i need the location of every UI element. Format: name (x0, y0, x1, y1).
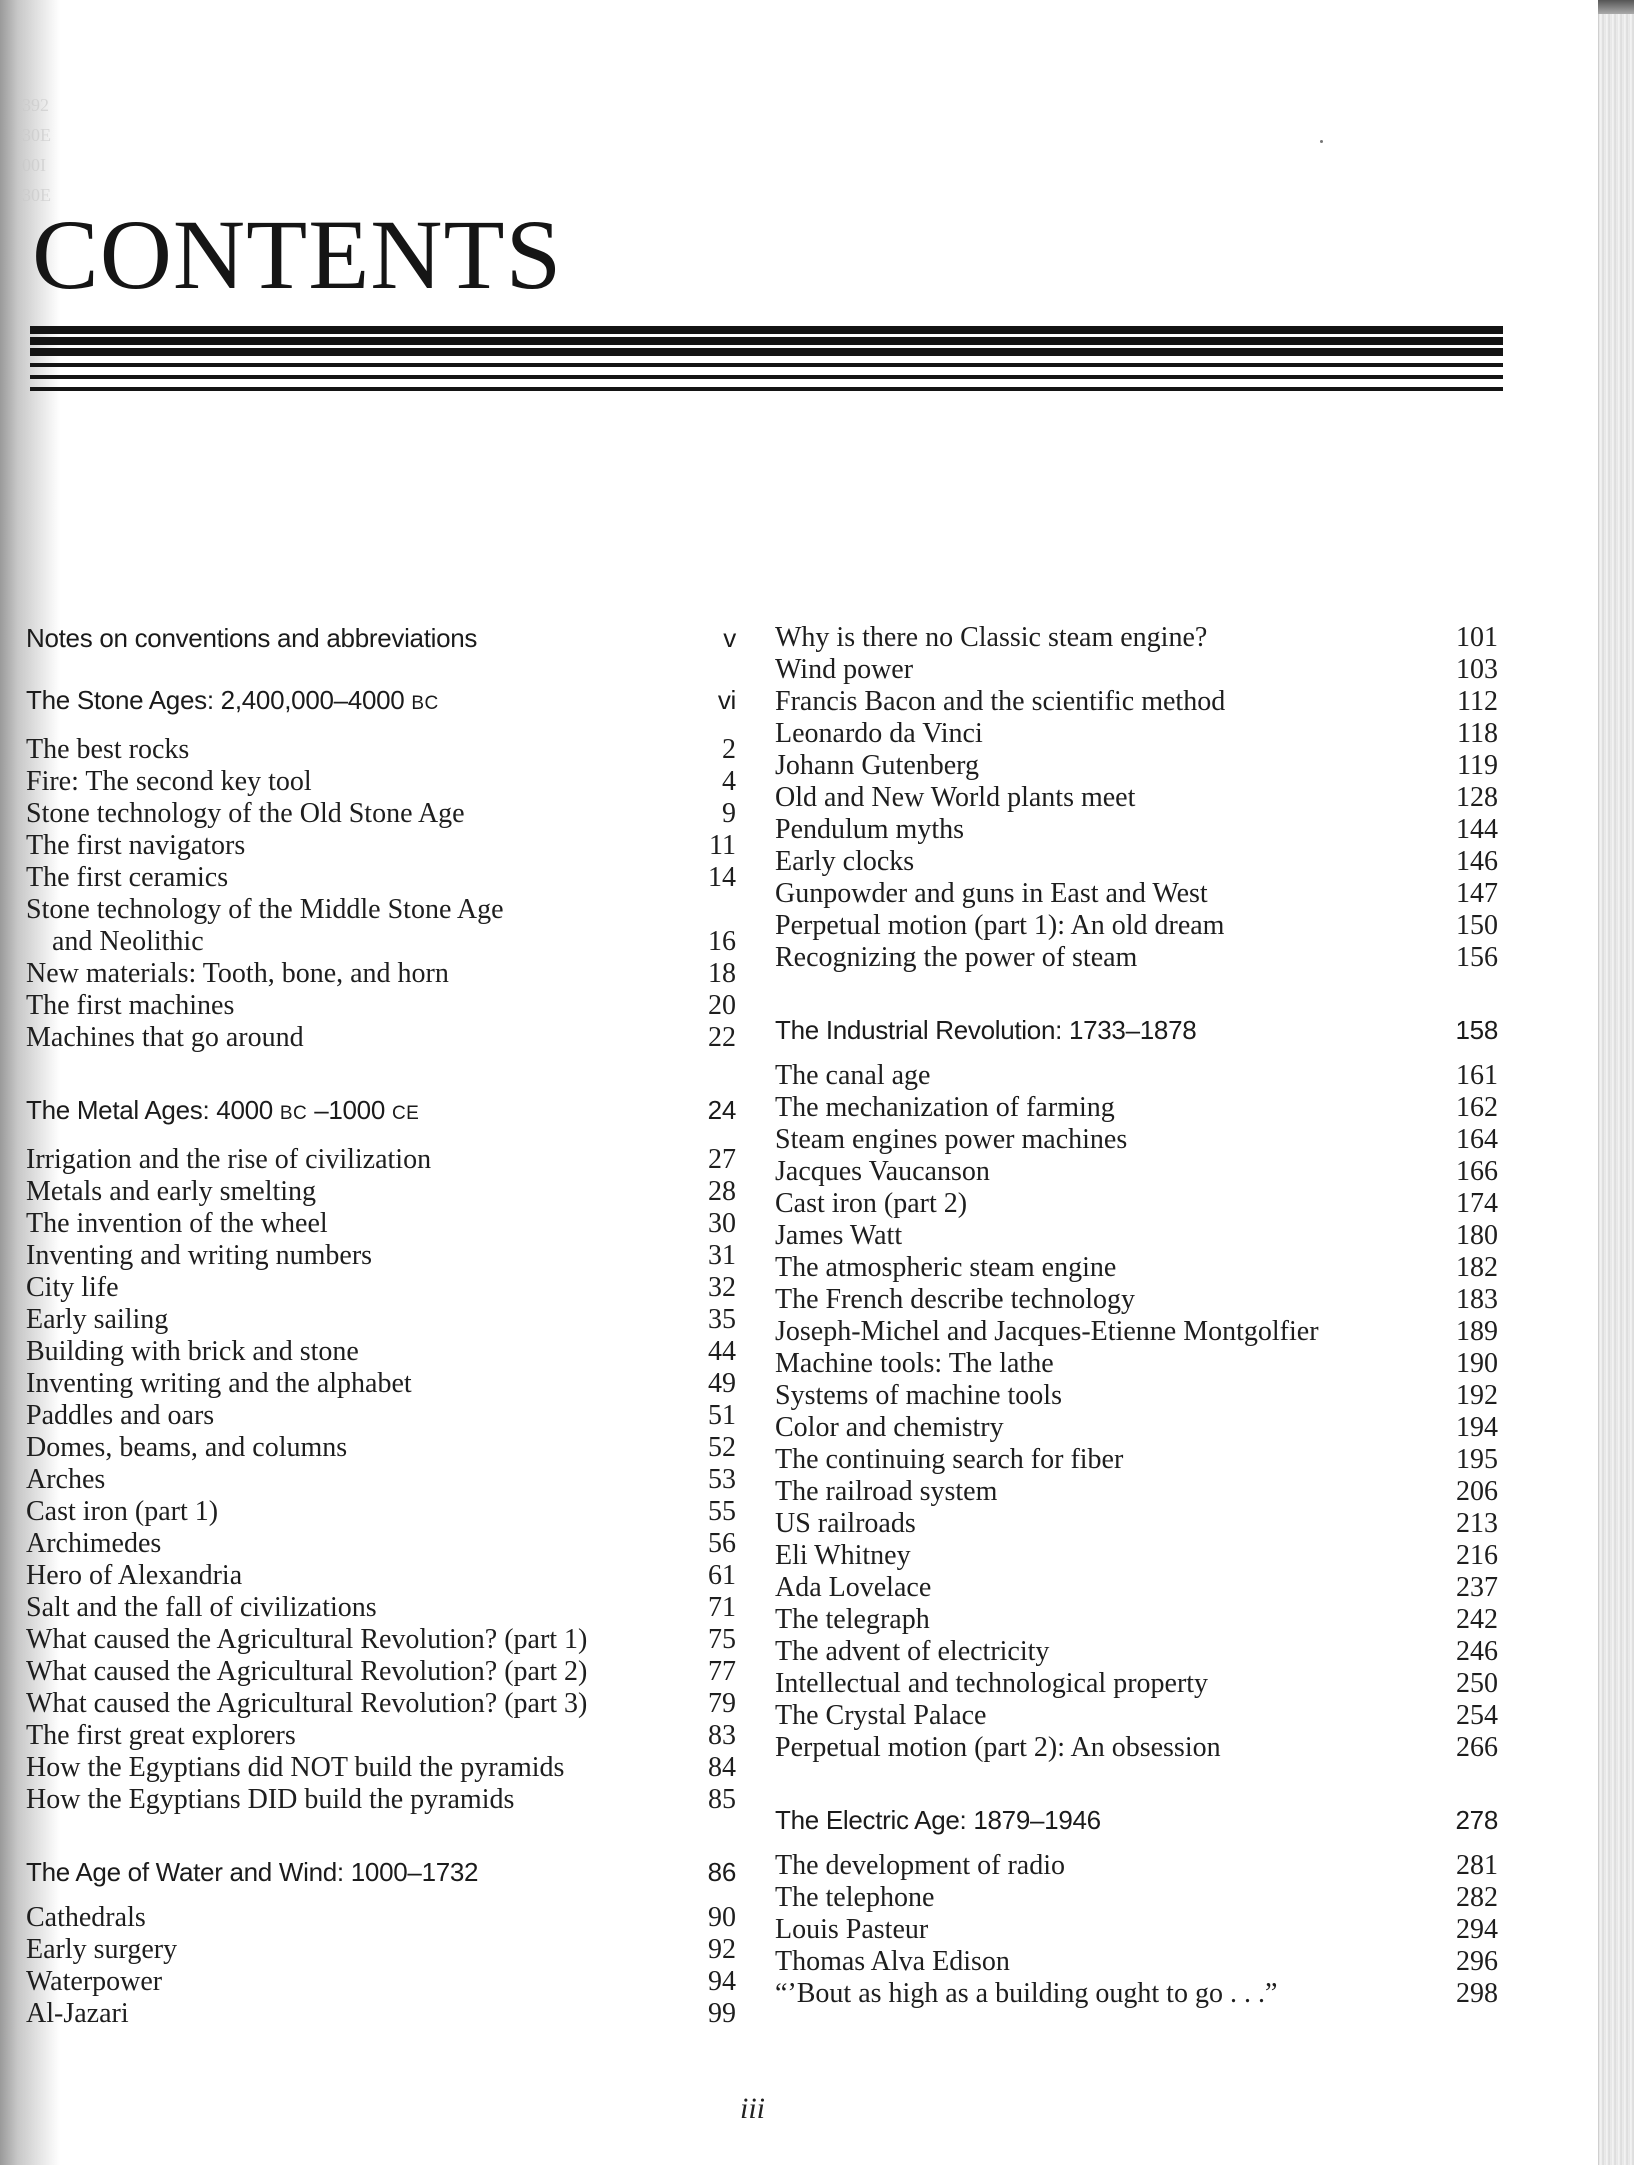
toc-entry[interactable] (775, 1156, 1498, 1188)
entry-title: The Crystal Palace (775, 1700, 987, 1731)
toc-entry[interactable] (775, 686, 1498, 718)
entry-page: 9 (722, 798, 736, 829)
entry-title: Building with brick and stone (26, 1336, 359, 1367)
entry-page: 254 (1456, 1700, 1498, 1731)
entry-title: Systems of machine tools (775, 1380, 1062, 1411)
section-title: The Industrial Revolution: 1733–1878 (775, 1015, 1197, 1045)
entry-title: Eli Whitney (775, 1540, 911, 1571)
entry-page: 94 (708, 1966, 736, 1997)
entry-title: The telephone (775, 1882, 935, 1913)
entry-page: 16 (708, 926, 736, 957)
rule-line (30, 348, 1503, 356)
section-heading-electric-age[interactable] (775, 1804, 1498, 1836)
entry-page: 79 (708, 1688, 736, 1719)
toc-entry[interactable] (26, 1934, 736, 1966)
entry-title: How the Egyptians DID build the pyramids (26, 1784, 515, 1815)
entry-page: 189 (1456, 1316, 1498, 1347)
entry-page: 192 (1456, 1380, 1498, 1411)
entry-title: Metals and early smelting (26, 1176, 317, 1207)
entry-page: 44 (708, 1336, 736, 1367)
entry-title: Early clocks (775, 846, 915, 877)
rule-line (30, 326, 1503, 334)
toc-entry[interactable] (26, 798, 736, 830)
toc-entry[interactable] (26, 1998, 736, 2030)
entry-page: 237 (1456, 1572, 1498, 1603)
entry-page: 294 (1456, 1914, 1498, 1945)
entry-page: 28 (708, 1176, 736, 1207)
toc-entry[interactable] (26, 862, 736, 894)
entry-page: 195 (1456, 1444, 1498, 1475)
entry-title: Joseph-Michel and Jacques-Etienne Montgolfier (775, 1316, 1319, 1347)
section-heading-water-and-wind[interactable] (26, 1856, 736, 1888)
rule-line (30, 375, 1503, 379)
toc-entry[interactable] (26, 830, 736, 862)
entry-page: 18 (708, 958, 736, 989)
toc-entry[interactable] (775, 1444, 1498, 1476)
entry-page: 77 (708, 1656, 736, 1687)
toc-entry[interactable] (775, 814, 1498, 846)
toc-entry[interactable] (26, 1432, 736, 1464)
toc-entry[interactable] (26, 1784, 736, 1816)
entry-title: New materials: Tooth, bone, and horn (26, 958, 449, 989)
entry-page: 180 (1456, 1220, 1498, 1251)
entry-title: Jacques Vaucanson (775, 1156, 990, 1187)
entry-title: The French describe technology (775, 1284, 1135, 1315)
toc-entry[interactable] (775, 782, 1498, 814)
entry-title: Perpetual motion (part 2): An obsession (775, 1732, 1221, 1763)
entry-title: Waterpower (26, 1966, 163, 1997)
entry-page: 85 (708, 1784, 736, 1815)
entry-page: 183 (1456, 1284, 1498, 1315)
entry-title: Cast iron (part 2) (775, 1188, 968, 1219)
entry-page: 161 (1456, 1060, 1498, 1091)
toc-entry[interactable] (775, 1092, 1498, 1124)
toc-entry[interactable] (775, 1380, 1498, 1412)
page-number: iii (740, 2092, 766, 2125)
rule-line (30, 363, 1503, 367)
entry-title: Old and New World plants meet (775, 782, 1136, 813)
toc-entry[interactable] (775, 1284, 1498, 1316)
bleed-through-text: 30E (22, 185, 51, 205)
section-title: The Age of Water and Wind: 1000–1732 (26, 1857, 479, 1887)
entry-title: Stone technology of the Old Stone Age (26, 798, 465, 829)
entry-title: The invention of the wheel (26, 1208, 328, 1239)
toc-entry[interactable] (775, 1476, 1498, 1508)
entry-title: US railroads (775, 1508, 916, 1539)
entry-page: 22 (708, 1022, 736, 1053)
entry-title: Johann Gutenberg (775, 750, 979, 781)
entry-page: 206 (1456, 1476, 1498, 1507)
toc-entry[interactable] (775, 1188, 1498, 1220)
entry-page: 61 (708, 1560, 736, 1591)
entry-title: and Neolithic (52, 926, 204, 957)
entry-page: 30 (708, 1208, 736, 1239)
front-matter-entry[interactable] (26, 622, 736, 654)
entry-title: The advent of electricity (775, 1636, 1050, 1667)
entry-page: 27 (708, 1144, 736, 1175)
entry-title: Why is there no Classic steam engine? (775, 622, 1208, 653)
toc-entry[interactable] (26, 1496, 736, 1528)
entry-page: 246 (1456, 1636, 1498, 1667)
entry-page: 83 (708, 1720, 736, 1751)
entry-page: 162 (1456, 1092, 1498, 1123)
entry-title: Cathedrals (26, 1902, 146, 1933)
toc-entry[interactable] (26, 1560, 736, 1592)
toc-entry[interactable] (26, 1656, 736, 1688)
entry-page: 53 (708, 1464, 736, 1495)
entry-page: 146 (1456, 846, 1498, 877)
toc-entry[interactable] (775, 942, 1498, 974)
entry-page: 101 (1456, 622, 1498, 653)
entry-page: 242 (1456, 1604, 1498, 1635)
entry-title: “’Bout as high as a building ought to go . . .” (775, 1978, 1278, 2009)
entry-title: Intellectual and technological property (775, 1668, 1209, 1699)
entry-title: Louis Pasteur (775, 1914, 929, 1945)
entry-page: 52 (708, 1432, 736, 1463)
toc-entry[interactable] (26, 1304, 736, 1336)
entry-title: Arches (26, 1464, 106, 1495)
entry-page: 119 (1457, 750, 1498, 781)
toc-entry[interactable] (26, 1022, 736, 1054)
section-heading-stone-ages[interactable] (26, 684, 736, 720)
toc-entry[interactable] (775, 1252, 1498, 1284)
entry-title: The canal age (775, 1060, 931, 1091)
entry-page: 166 (1456, 1156, 1498, 1187)
page-edge-shadow (1598, 0, 1634, 14)
page-title: CONTENTS (32, 199, 563, 310)
entry-page: 282 (1456, 1882, 1498, 1913)
entry-title: Inventing writing and the alphabet (26, 1368, 412, 1399)
toc-entry[interactable] (26, 1688, 736, 1720)
toc-entry[interactable] (26, 766, 736, 798)
entry-page: 35 (708, 1304, 736, 1335)
entry-page: 144 (1456, 814, 1498, 845)
toc-entry[interactable] (775, 910, 1498, 942)
entry-title: Salt and the fall of civilizations (26, 1592, 377, 1623)
entry-title: Machine tools: The lathe (775, 1348, 1054, 1379)
entry-title: Recognizing the power of steam (775, 942, 1138, 973)
toc-entry[interactable] (26, 1400, 736, 1432)
entry-title: Early surgery (26, 1934, 178, 1965)
entry-page: 49 (708, 1368, 736, 1399)
entry-title: Stone technology of the Middle Stone Age (26, 894, 504, 925)
section-page: 278 (1455, 1805, 1498, 1835)
entry-title: The atmospheric steam engine (775, 1252, 1117, 1283)
entry-page: 213 (1456, 1508, 1498, 1539)
entry-page: 190 (1456, 1348, 1498, 1379)
entry-page: 296 (1456, 1946, 1498, 1977)
entry-page: v (723, 623, 736, 653)
toc-entry[interactable] (26, 1902, 736, 1934)
entry-title: Archimedes (26, 1528, 162, 1559)
section-page: 24 (707, 1095, 736, 1125)
toc-entry[interactable] (775, 1124, 1498, 1156)
toc-entry[interactable] (26, 990, 736, 1022)
toc-entry[interactable] (775, 1914, 1498, 1946)
entry-title: The mechanization of farming (775, 1092, 1115, 1123)
toc-entry[interactable] (26, 926, 736, 958)
bleed-through-text: 00I (22, 155, 46, 175)
entry-page: 298 (1456, 1978, 1498, 2009)
entry-page: 84 (708, 1752, 736, 1783)
entry-title: What caused the Agricultural Revolution? (part 1) (26, 1624, 588, 1655)
entry-page: 2 (722, 734, 736, 765)
entry-page: 14 (708, 862, 736, 893)
toc-entry[interactable] (775, 1540, 1498, 1572)
toc-entry[interactable] (775, 1508, 1498, 1540)
entry-title: Gunpowder and guns in East and West (775, 878, 1208, 909)
entry-page: 182 (1456, 1252, 1498, 1283)
toc-entry[interactable] (775, 1412, 1498, 1444)
toc-entry[interactable] (775, 1668, 1498, 1700)
toc-entry[interactable] (775, 1604, 1498, 1636)
rule-line (30, 337, 1503, 345)
toc-entry[interactable] (775, 1636, 1498, 1668)
toc-entry[interactable] (26, 958, 736, 990)
toc-entry[interactable] (775, 1572, 1498, 1604)
section-page: 86 (707, 1857, 736, 1887)
section-title: The Electric Age: 1879–1946 (775, 1805, 1101, 1835)
entry-title: What caused the Agricultural Revolution? (part 3) (26, 1688, 588, 1719)
section-heading-industrial-revolution[interactable] (775, 1014, 1498, 1046)
toc-entry[interactable] (775, 1700, 1498, 1732)
toc-entry[interactable] (775, 846, 1498, 878)
entry-page: 71 (708, 1592, 736, 1623)
bleed-through-text: 30E (22, 125, 51, 145)
toc-entry[interactable] (775, 1348, 1498, 1380)
entry-title: Leonardo da Vinci (775, 718, 983, 749)
entry-title: The telegraph (775, 1604, 930, 1635)
entry-title: The first ceramics (26, 862, 229, 893)
toc-entry[interactable] (26, 1528, 736, 1560)
toc-entry[interactable] (26, 1208, 736, 1240)
entry-title: The railroad system (775, 1476, 998, 1507)
entry-page: 56 (708, 1528, 736, 1559)
entry-page: 75 (708, 1624, 736, 1655)
entry-page: 164 (1456, 1124, 1498, 1155)
entry-title: What caused the Agricultural Revolution? (part 2) (26, 1656, 588, 1687)
toc-entry[interactable] (775, 1882, 1498, 1914)
page-edges (1598, 0, 1634, 2165)
entry-title: Early sailing (26, 1304, 169, 1335)
entry-title: City life (26, 1272, 119, 1303)
toc-entry[interactable] (26, 1592, 736, 1624)
bleed-through-text: 392 (22, 95, 49, 115)
entry-title: Al-Jazari (26, 1998, 129, 2029)
entry-title: Inventing and writing numbers (26, 1240, 373, 1271)
entry-title: The best rocks (26, 734, 190, 765)
toc-entry[interactable] (775, 1946, 1498, 1978)
entry-page: 90 (708, 1902, 736, 1933)
entry-page: 266 (1456, 1732, 1498, 1763)
toc-entry[interactable] (775, 750, 1498, 782)
toc-column-left (26, 622, 736, 2030)
toc-entry[interactable] (775, 878, 1498, 910)
entry-page: 281 (1456, 1850, 1498, 1881)
rule-line (30, 387, 1503, 391)
entry-title: Machines that go around (26, 1022, 304, 1053)
entry-page: 51 (708, 1400, 736, 1431)
entry-title: Hero of Alexandria (26, 1560, 243, 1591)
entry-title: James Watt (775, 1220, 903, 1251)
entry-page: 55 (708, 1496, 736, 1527)
entry-page: 31 (708, 1240, 736, 1271)
entry-title: Francis Bacon and the scientific method (775, 686, 1226, 717)
entry-title: Ada Lovelace (775, 1572, 932, 1603)
toc-entry[interactable] (26, 1720, 736, 1752)
entry-page: 128 (1456, 782, 1498, 813)
entry-title: Fire: The second key tool (26, 766, 312, 797)
entry-page: 112 (1457, 686, 1498, 717)
section-page: vi (717, 685, 736, 715)
entry-title: The development of radio (775, 1850, 1066, 1881)
toc-entry[interactable] (26, 1624, 736, 1656)
entry-title: The first navigators (26, 830, 246, 861)
toc-entry[interactable] (775, 1850, 1498, 1882)
toc-column-right (775, 622, 1498, 2010)
entry-title: Notes on conventions and abbreviations (26, 623, 478, 653)
toc-entry[interactable] (26, 1240, 736, 1272)
entry-title: The first great explorers (26, 1720, 296, 1751)
toc-entry[interactable] (26, 1144, 736, 1176)
entry-title: Color and chemistry (775, 1412, 1004, 1443)
toc-entry[interactable] (26, 1272, 736, 1304)
toc-entry[interactable] (26, 1176, 736, 1208)
toc-entry[interactable] (775, 1732, 1498, 1764)
entry-title: Cast iron (part 1) (26, 1496, 219, 1527)
section-page: 158 (1455, 1015, 1498, 1045)
entry-page: 4 (722, 766, 736, 797)
section-heading-metal-ages[interactable] (26, 1094, 736, 1130)
toc-entry[interactable] (775, 622, 1498, 654)
entry-page: 147 (1456, 878, 1498, 909)
entry-title: Thomas Alva Edison (775, 1946, 1010, 1977)
entry-page: 92 (708, 1934, 736, 1965)
entry-page: 118 (1457, 718, 1498, 749)
entry-title: Domes, beams, and columns (26, 1432, 348, 1463)
toc-entry[interactable] (26, 734, 736, 766)
toc-entry[interactable] (26, 1966, 736, 1998)
entry-page: 250 (1456, 1668, 1498, 1699)
entry-page: 99 (708, 1998, 736, 2029)
section-title: The Metal Ages: 4000 BC –1000 CE (26, 1095, 420, 1125)
toc-entry[interactable] (26, 1464, 736, 1496)
entry-title: Steam engines power machines (775, 1124, 1128, 1155)
entry-title: The continuing search for fiber (775, 1444, 1124, 1475)
entry-page: 20 (708, 990, 736, 1021)
entry-page: 11 (709, 830, 736, 861)
entry-page: 156 (1456, 942, 1498, 973)
entry-page: 194 (1456, 1412, 1498, 1443)
toc-entry[interactable] (775, 1060, 1498, 1092)
toc-entry[interactable] (26, 1368, 736, 1400)
entry-page: 174 (1456, 1188, 1498, 1219)
entry-page: 32 (708, 1272, 736, 1303)
section-title: The Stone Ages: 2,400,000–4000 BC (26, 685, 439, 715)
entry-title: Paddles and oars (26, 1400, 215, 1431)
entry-page: 103 (1456, 654, 1498, 685)
paper-speck (1320, 140, 1323, 143)
toc-entry[interactable] (775, 1316, 1498, 1348)
entry-title: How the Egyptians did NOT build the pyramids (26, 1752, 565, 1783)
entry-title: Wind power (775, 654, 914, 685)
title-rules (30, 326, 1503, 399)
entry-page: 150 (1456, 910, 1498, 941)
entry-title: Irrigation and the rise of civilization (26, 1144, 432, 1175)
toc-entry[interactable] (26, 1752, 736, 1784)
entry-title: Pendulum myths (775, 814, 965, 845)
entry-title: Perpetual motion (part 1): An old dream (775, 910, 1225, 941)
entry-page: 216 (1456, 1540, 1498, 1571)
entry-title: The first machines (26, 990, 235, 1021)
toc-entry[interactable] (775, 1978, 1498, 2010)
toc-entry[interactable] (775, 1220, 1498, 1252)
toc-entry[interactable] (775, 654, 1498, 686)
toc-entry[interactable] (775, 718, 1498, 750)
toc-entry[interactable] (26, 1336, 736, 1368)
toc-entry[interactable] (26, 894, 736, 926)
